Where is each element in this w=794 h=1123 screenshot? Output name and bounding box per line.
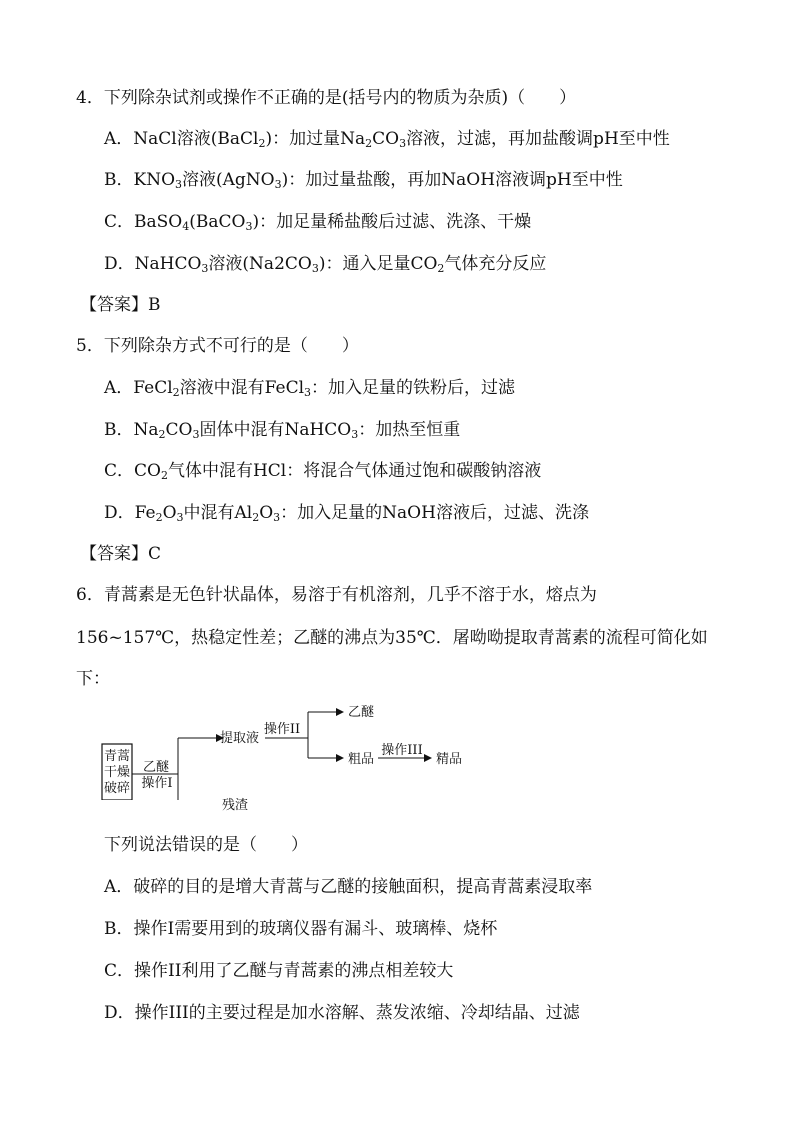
q4-d-sub1: 3 [201,262,209,275]
extraction-flow-diagram [100,700,480,800]
q5-d-sub3: 2 [252,511,260,524]
q4-b-label: B． [104,170,134,190]
q4-option-b [104,169,623,191]
ether-label: 乙醚 [348,705,375,720]
q5-d-text3: 中混有Al [183,503,253,523]
q5-d-sub1: 2 [155,511,163,524]
q4-c-text2: (BaCO [189,212,246,232]
q4-c-sub1: 4 [182,220,190,233]
q4-b-sub2: 3 [274,178,282,191]
q5-a-text1: FeCl [133,378,173,398]
q4-stem: 4．下列除杂试剂或操作不正确的是(括号内的物质为杂质)（ ） [76,88,577,108]
q4-c-label: C． [104,212,135,232]
arrowhead-fine [424,754,432,762]
q5-c-text1: CO [134,461,161,481]
op2-label: 操作II [263,722,301,737]
q6-option-c: C．操作II利用了乙醚与青蒿素的沸点相差较大 [104,961,454,981]
reagent-label: 乙醚 [142,760,170,775]
crude-label: 粗品 [348,752,375,767]
q5-answer: 【答案】C [80,544,162,564]
q5-stem: 5．下列除杂方式不可行的是（ ） [76,336,359,356]
q4-d-text1: NaHCO [134,254,202,274]
q4-d-label: D． [104,254,135,274]
q4-b-text3: )：加过量盐酸，再加NaOH溶液调pH至中性 [281,170,623,190]
q4-c-sub2: 3 [245,220,253,233]
extract-label: 提取液 [220,731,260,746]
op1-label: 操作I [141,776,173,791]
q5-a-text2: 溶液中混有FeCl [179,378,305,398]
op3-label: 操作III [381,743,423,758]
arrowhead-crude [336,754,344,762]
q4-option-c [104,211,531,233]
q4-a-text2: )：加过量Na [265,129,366,149]
q5-a-label: A． [104,378,134,398]
q5-d-text5: ：加入足量的NaOH溶液后，过滤、洗涤 [280,503,589,523]
q5-option-d [104,502,589,524]
q5-option-b [104,419,460,441]
q4-a-sub3: 3 [399,137,407,150]
q4-a-text3: CO [372,129,400,149]
q4-d-text4: 气体充分反应 [444,254,547,274]
q5-option-a [104,377,515,399]
q5-d-text1: Fe [134,503,156,523]
q5-c-sub1: 2 [160,469,168,482]
residue-label: 残渣 [222,798,249,813]
q5-b-sub2: 3 [192,428,200,441]
q6-option-b: B．操作I需要用到的玻璃仪器有漏斗、玻璃棒、烧杯 [104,919,498,939]
q5-a-text3: ：加入足量的铁粉后，过滤 [311,378,516,398]
q5-b-text3: 固体中混有NaHCO [199,420,352,440]
q4-c-text1: BaSO [134,212,183,232]
q5-b-text2: CO [165,420,193,440]
q4-c-text3: )：加足量稀盐酸后过滤、洗涤、干燥 [252,212,532,232]
q4-option-a [104,128,670,150]
q4-answer: 【答案】B [80,295,161,315]
q4-d-sub3: 2 [437,262,445,275]
q4-a-text1: NaCl溶液(BaCl [133,129,259,149]
q4-d-text3: )：通入足量CO [318,254,438,274]
q6-stem-line3: 下： [76,669,110,689]
q6-option-d: D．操作III的主要过程是加水溶解、蒸发浓缩、冷却结晶、过滤 [104,1003,580,1023]
q5-b-sub1: 2 [158,428,166,441]
q5-a-sub2: 3 [304,386,312,399]
q4-b-sub1: 3 [175,178,183,191]
arrowhead-ether [336,708,344,716]
q5-b-label: B． [104,420,134,440]
q5-d-text2: O [162,503,177,523]
q4-a-sub1: 2 [258,137,266,150]
q5-d-sub2: 3 [176,511,184,524]
q5-d-sub4: 3 [273,511,281,524]
q4-d-text2: 溶液(Na2CO [208,254,312,274]
q4-a-label: A． [104,129,134,149]
q5-d-label: D． [104,503,135,523]
q6-stem-line2: 156~157℃，热稳定性差；乙醚的沸点为35℃．屠呦呦提取青蒿素的流程可简化如 [76,628,708,648]
q5-b-sub3: 3 [351,428,359,441]
q4-b-text1: KNO [133,170,176,190]
box-text-2: 干燥 [103,765,131,780]
q5-a-sub1: 2 [172,386,180,399]
q6-stem-line1: 6．青蒿素是无色针状晶体，易溶于有机溶剂，几乎不溶于水，熔点为 [76,585,597,605]
fine-label: 精品 [436,752,463,767]
q5-b-text1: Na [133,420,159,440]
q4-d-sub2: 3 [311,262,319,275]
box-text-1: 青蒿 [103,749,131,764]
box-text-3: 破碎 [103,781,131,796]
q4-b-text2: 溶液(AgNO [182,170,275,190]
q5-c-label: C． [104,461,135,481]
q4-a-sub2: 2 [365,137,373,150]
q5-c-text2: 气体中混有HCl：将混合气体通过饱和碳酸钠溶液 [167,461,542,481]
q4-option-d [104,253,546,275]
q5-d-text4: O [259,503,274,523]
q6-question: 下列说法错误的是（ ） [104,835,308,855]
q5-b-text4: ：加热至恒重 [358,420,461,440]
q6-option-a: A．破碎的目的是增大青蒿与乙醚的接触面积，提高青蒿素浸取率 [104,877,593,897]
q4-a-text4: 溶液，过滤，再加盐酸调pH至中性 [406,129,670,149]
q5-option-c [104,460,541,482]
